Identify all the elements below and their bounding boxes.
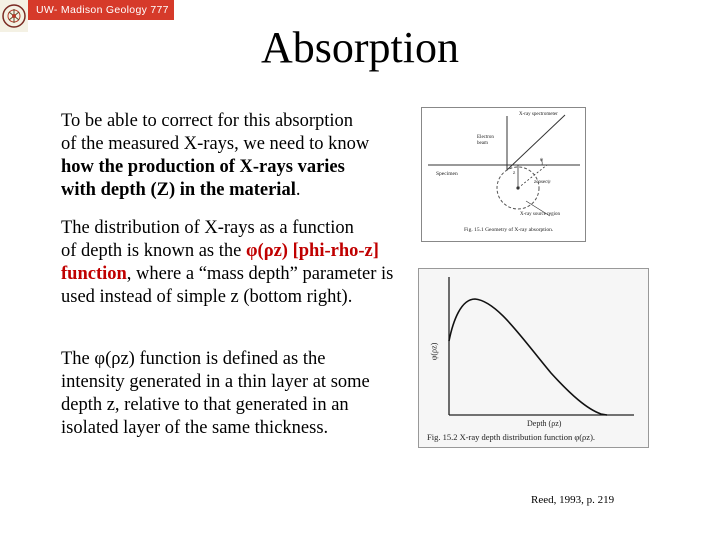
figure1-caption: Fig. 15.1 Geometry of X-ray absorption. — [464, 227, 554, 233]
definition-line-2: intensity generated in a thin layer at some — [61, 372, 370, 392]
course-banner: UW- Madison Geology 777 — [28, 0, 174, 20]
distribution-rest: , where a “mass depth” parameter is used instead of simple z (bottom right). — [61, 264, 394, 307]
intro-period: . — [295, 180, 301, 200]
definition-line-1: The φ(ρz) function is defined as the — [61, 349, 326, 369]
figure2-caption: Fig. 15.2 X-ray depth distribution function φ(ρz). — [427, 432, 596, 442]
specimen-label: Specimen — [436, 171, 458, 177]
intro-line-1: To be able to correct for this absorption — [61, 111, 354, 131]
x-axis-label: Depth (ρz) — [527, 419, 562, 428]
slide-title: Absorption — [261, 23, 459, 72]
z-label: z — [513, 171, 516, 176]
figure-depth-distribution — [418, 268, 649, 448]
paragraph-distribution — [61, 217, 406, 309]
distribution-line-1: The distribution of X-rays as a function — [61, 218, 354, 238]
paragraph-intro — [61, 110, 406, 202]
intro-line-2: of the measured X-rays, we need to know — [61, 134, 370, 154]
intro-bold-line-4: with depth (Z) in the material — [61, 180, 296, 200]
psi-label: ψ — [540, 158, 544, 163]
intro-bold-line-3: how the production of X-rays varies — [61, 157, 345, 177]
y-axis-label: φ(ρz) — [429, 342, 439, 361]
source-region-label: X-ray source region — [520, 212, 560, 217]
electron-beam-label: Electron beam — [477, 135, 494, 146]
spectrometer-label: X-ray spectrometer — [519, 112, 558, 117]
definition-line-3: depth z, relative to that generated in an — [61, 395, 349, 415]
figure-absorption-geometry — [421, 107, 586, 242]
paragraph-definition — [61, 348, 406, 440]
distribution-line-2: of depth is known as the — [61, 241, 246, 261]
path-label: zcosecψ — [534, 180, 551, 185]
phi-rho-z-term: φ(ρz) [phi-rho-z] function — [61, 241, 379, 284]
definition-line-4: isolated layer of the same thickness. — [61, 418, 329, 438]
citation: Reed, 1993, p. 219 — [531, 494, 615, 506]
